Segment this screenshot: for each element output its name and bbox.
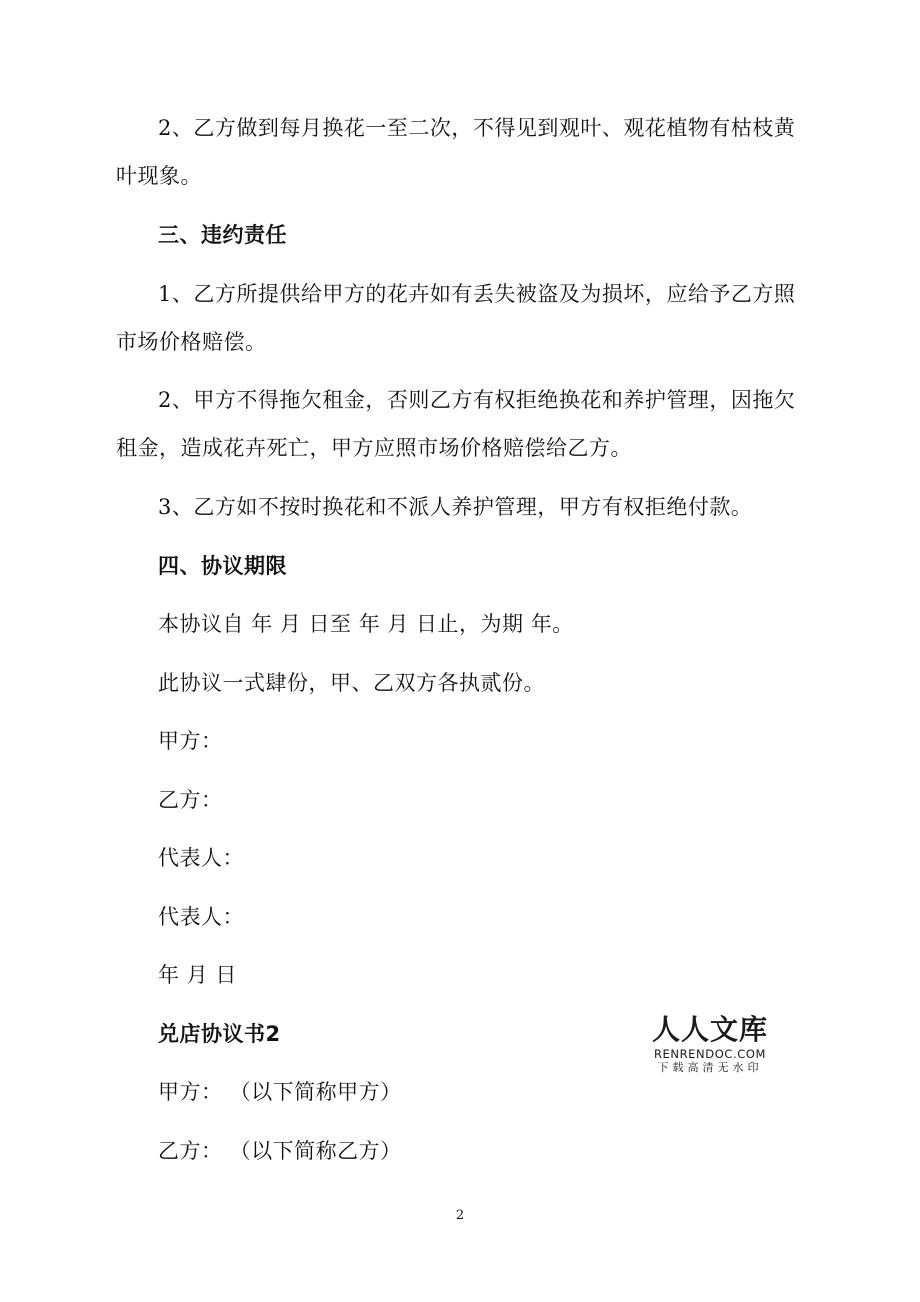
watermark-url: RENRENDOC.COM bbox=[653, 1047, 767, 1061]
date-line: 年 月 日 bbox=[158, 963, 237, 987]
paragraph-line: 叶现象。 bbox=[116, 164, 202, 188]
section-heading: 三、违约责任 bbox=[158, 223, 287, 247]
paragraph-line: 本协议自 年 月 日至 年 月 日止，为期 年。 bbox=[158, 612, 574, 636]
watermark-subtitle: 下载高清无水印 bbox=[657, 1061, 763, 1074]
paragraph-line: 市场价格赔偿。 bbox=[116, 330, 267, 354]
party-a-line: 甲方： （以下简称甲方） bbox=[158, 1080, 402, 1104]
page-number: 2 bbox=[455, 1208, 465, 1223]
paragraph-line: 2、乙方做到每月换花一至二次，不得见到观叶、观花植物有枯枝黄 bbox=[158, 116, 796, 140]
representative-line: 代表人： bbox=[158, 905, 244, 929]
signature-party-b: 乙方： bbox=[158, 788, 223, 812]
section-heading: 四、协议期限 bbox=[158, 554, 287, 578]
watermark-logo bbox=[648, 1013, 772, 1075]
paragraph-line: 1、乙方所提供给甲方的花卉如有丢失被盗及为损坏，应给予乙方照 bbox=[158, 282, 796, 306]
document-title: 兑店协议书2 bbox=[158, 1022, 281, 1046]
paragraph-line: 2、甲方不得拖欠租金，否则乙方有权拒绝换花和养护管理，因拖欠 bbox=[158, 388, 796, 412]
representative-line: 代表人： bbox=[158, 846, 244, 870]
paragraph-line: 租金，造成花卉死亡，甲方应照市场价格赔偿给乙方。 bbox=[116, 436, 632, 460]
signature-party-a: 甲方： bbox=[158, 729, 223, 753]
paragraph-line: 此协议一式肆份，甲、乙双方各执贰份。 bbox=[158, 671, 545, 695]
watermark-title: 人人文库 bbox=[651, 1013, 768, 1046]
paragraph-line: 3、乙方如不按时换花和不派人养护管理，甲方有权拒绝付款。 bbox=[158, 495, 753, 519]
party-b-line: 乙方： （以下简称乙方） bbox=[158, 1139, 402, 1163]
